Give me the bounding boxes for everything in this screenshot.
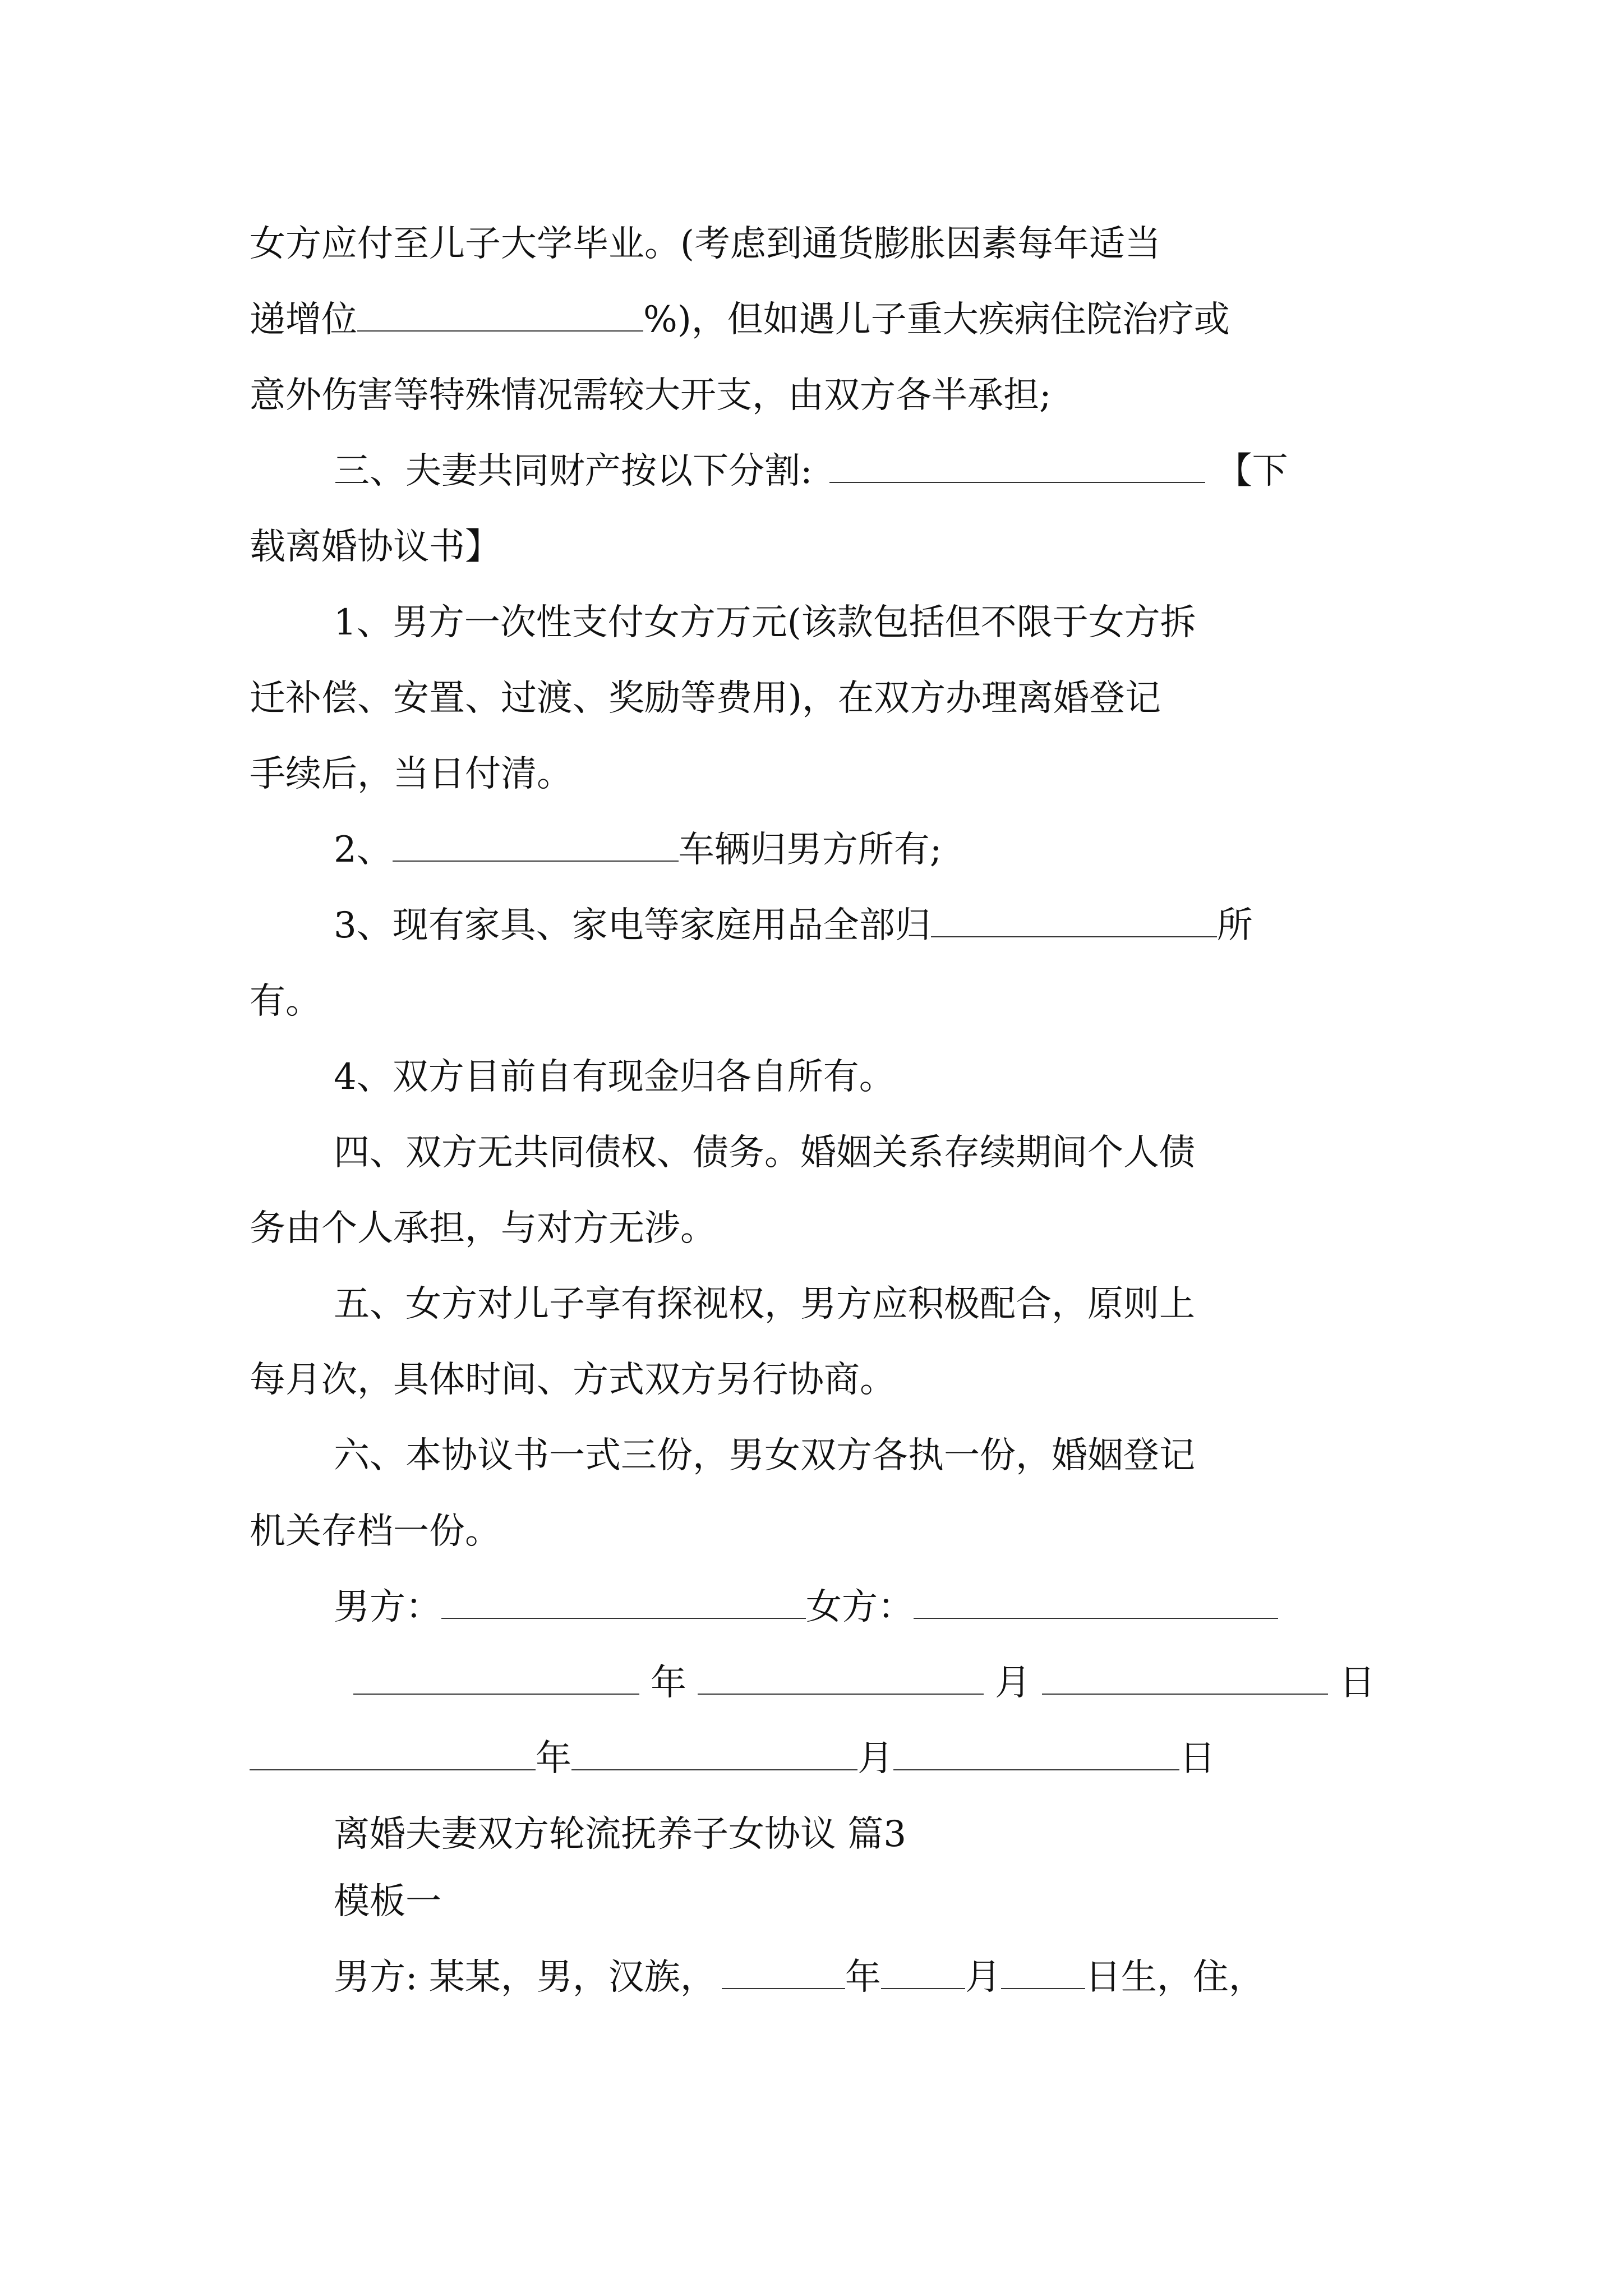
paragraph-line xyxy=(334,1430,1388,1481)
paragraph-line xyxy=(250,522,501,572)
text-segment: 递增位 xyxy=(250,299,357,341)
year-label: 年 xyxy=(651,1662,686,1704)
text-line: 务由个人承担，与对方无涉。 xyxy=(250,1208,716,1249)
year-label: 年 xyxy=(536,1738,571,1779)
text-segment: 3、现有家具、家电等家庭用品全部归 xyxy=(334,905,931,946)
day-label: 日 xyxy=(1179,1738,1215,1779)
text-line: 4、双方目前自有现金归各自所有。 xyxy=(334,1056,895,1098)
text-segment: 所 xyxy=(1216,905,1253,946)
fill-blank-property-division xyxy=(829,450,1205,483)
female-party-signature-blank xyxy=(914,1586,1278,1619)
year-blank xyxy=(353,1662,639,1695)
paragraph-line xyxy=(334,1128,1388,1178)
text-line: 载离婚协议书】 xyxy=(250,526,501,568)
paragraph-line xyxy=(334,900,1388,951)
year-blank xyxy=(250,1738,536,1770)
section-heading xyxy=(334,1876,441,1927)
birth-month-blank xyxy=(881,1957,965,1989)
fill-blank-furniture-owner xyxy=(931,905,1217,937)
text-segment: 男方: 某某，男，汉族， xyxy=(334,1957,716,1998)
paragraph-line xyxy=(250,1203,716,1254)
text-segment: 2、 xyxy=(334,829,393,871)
text-segment: 日生，住， xyxy=(1085,1957,1265,1998)
paragraph-line xyxy=(250,749,573,799)
text-segment: %)，但如遇儿子重大疾病住院治疗或 xyxy=(643,299,1230,341)
text-line: 每月次，具体时间、方式双方另行协商。 xyxy=(250,1359,896,1401)
paragraph-line xyxy=(250,370,1052,421)
section-title: 离婚夫妻双方轮流抚养子女协议 篇3 xyxy=(334,1814,907,1855)
template-title: 模板一 xyxy=(334,1881,441,1922)
text-line: 女方应付至儿子大学毕业。(考虑到通货膨胀因素每年适当 xyxy=(250,223,1161,265)
text-line: 意外伤害等特殊情况需较大开支，由双方各半承担; xyxy=(250,375,1052,416)
text-line: 迁补偿、安置、过渡、奖励等费用)，在双方办理离婚登记 xyxy=(250,678,1161,719)
paragraph-line xyxy=(334,825,942,875)
month-label: 月 xyxy=(857,1738,893,1779)
month-label: 月 xyxy=(995,1662,1031,1704)
birth-year-blank xyxy=(722,1957,845,1989)
paragraph-line xyxy=(250,1355,896,1405)
paragraph-line xyxy=(334,1052,895,1102)
text-line: 六、本协议书一式三份，男女双方各执一份，婚姻登记 xyxy=(334,1435,1195,1476)
section-heading xyxy=(334,1809,906,1860)
text-line: 五、女方对儿子享有探视权，男方应积极配合，原则上 xyxy=(334,1283,1195,1325)
fill-blank-vehicle xyxy=(393,829,679,862)
fill-blank-percentage xyxy=(357,299,643,332)
month-blank xyxy=(571,1738,857,1770)
male-party-label: 男方： xyxy=(334,1586,441,1628)
paragraph-line xyxy=(250,295,1388,345)
text-segment: 年 xyxy=(845,1957,881,1998)
paragraph-line xyxy=(250,673,1388,724)
paragraph-line xyxy=(250,219,1388,269)
male-party-signature-blank xyxy=(441,1586,806,1619)
paragraph-line xyxy=(334,446,1388,496)
text-segment: 三、夫妻共同财产按以下分割: xyxy=(334,450,813,492)
day-blank xyxy=(1042,1662,1328,1695)
paragraph-line xyxy=(334,1279,1388,1329)
paragraph-line xyxy=(334,1952,1265,2003)
date-line xyxy=(250,1733,1215,1784)
paragraph-line xyxy=(334,597,1388,648)
text-segment: 【下 xyxy=(1216,450,1288,492)
day-blank xyxy=(893,1738,1179,1770)
date-line xyxy=(353,1658,1375,1708)
female-party-label: 女方： xyxy=(806,1586,914,1628)
birth-day-blank xyxy=(1001,1957,1085,1989)
paragraph-line xyxy=(250,976,321,1027)
signature-line xyxy=(334,1582,1278,1632)
text-line: 手续后，当日付清。 xyxy=(250,753,573,795)
month-blank xyxy=(698,1662,984,1695)
text-line: 机关存档一份。 xyxy=(250,1511,501,1552)
text-line: 有。 xyxy=(250,981,321,1022)
text-line: 四、双方无共同债权、债务。婚姻关系存续期间个人债 xyxy=(334,1132,1195,1174)
day-label: 日 xyxy=(1339,1662,1375,1704)
text-segment: 月 xyxy=(965,1957,1001,1998)
paragraph-line xyxy=(250,1506,501,1557)
text-segment: 车辆归男方所有; xyxy=(678,829,942,871)
text-line: 1、男方一次性支付女方万元(该款包括但不限于女方拆 xyxy=(334,602,1196,643)
